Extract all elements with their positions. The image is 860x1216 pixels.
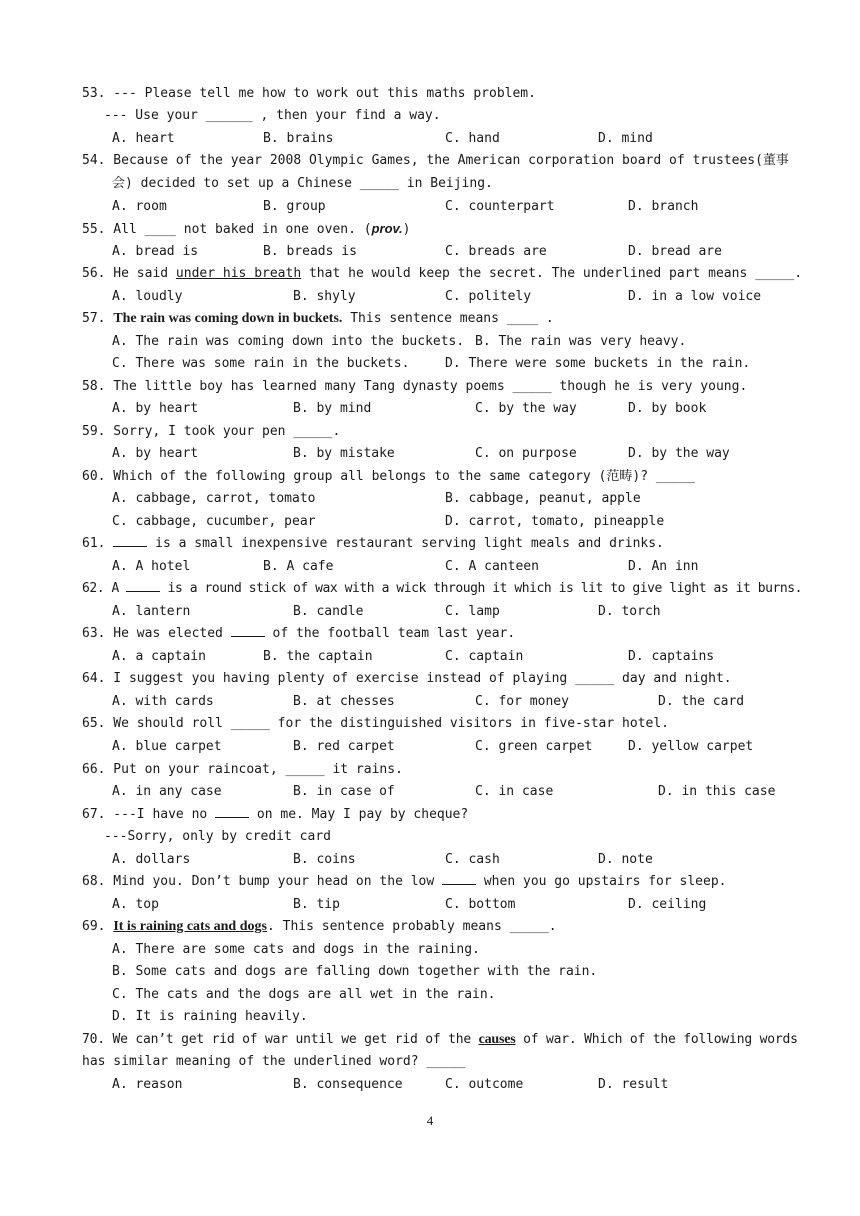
- question-69-line: [82, 917, 557, 937]
- q69-text-post: . This sentence probably means _____.: [266, 919, 557, 934]
- q69-option-c: C. The cats and the dogs are all wet in the rain.: [112, 987, 496, 1002]
- q67-option-d: D. note: [598, 852, 653, 867]
- q59-option-a: A. by heart: [112, 446, 199, 461]
- q69-option-d: D. It is raining heavily.: [112, 1009, 308, 1024]
- q55-option-d: D. bread are: [628, 244, 722, 259]
- q70-option-c: C. outcome: [445, 1077, 524, 1092]
- q64-option-b: B. at chesses: [293, 694, 395, 709]
- question-63-line: [82, 624, 515, 644]
- question-58-line: 58. The little boy has learned many Tang dynasty poems _____ though he is very young.: [82, 379, 748, 394]
- q69-bold-underlined-sentence: It is raining cats and dogs: [113, 919, 267, 934]
- q58-option-a: A. by heart: [112, 401, 199, 416]
- q61-option-d: D. An inn: [628, 559, 699, 574]
- question-68-line: [82, 872, 726, 892]
- question-67-line-1: [82, 805, 468, 825]
- q60-option-b: B. cabbage, peanut, apple: [445, 491, 641, 506]
- q64-option-d: D. the card: [658, 694, 745, 709]
- q56-option-a: A. loudly: [112, 289, 183, 304]
- q66-option-a: A. in any case: [112, 784, 222, 799]
- q60-option-a: A. cabbage, carrot, tomato: [112, 491, 316, 506]
- question-66-line: 66. Put on your raincoat, _____ it rains.: [82, 762, 403, 777]
- q61-option-c: C. A canteen: [445, 559, 539, 574]
- question-53-line-1: 53. --- Please tell me how to work out this maths problem.: [82, 86, 536, 101]
- q67-answer-blank: [215, 805, 249, 818]
- q70-option-b: B. consequence: [293, 1077, 403, 1092]
- question-55-line: [82, 219, 411, 239]
- q63-option-c: C. captain: [445, 649, 524, 664]
- q65-option-c: C. green carpet: [475, 739, 593, 754]
- q68-option-a: A. top: [112, 897, 159, 912]
- q54-option-a: A. room: [112, 199, 167, 214]
- q67-option-b: B. coins: [293, 852, 356, 867]
- question-67-line-2: ---Sorry, only by credit card: [104, 829, 331, 844]
- q57-option-b: B. The rain was very heavy.: [475, 334, 687, 349]
- q70-option-a: A. reason: [112, 1077, 183, 1092]
- q55-close-paren: ): [402, 222, 411, 237]
- q68-answer-blank: [442, 872, 476, 885]
- q54-option-d: D. branch: [628, 199, 699, 214]
- q61-option-a: A. A hotel: [112, 559, 191, 574]
- q63-answer-blank: [231, 624, 265, 637]
- q70-text-pre: 70. We can’t get rid of war until we get rid of the: [82, 1032, 479, 1047]
- q55-option-a: A. bread is: [112, 244, 199, 259]
- q56-option-c: C. politely: [445, 289, 532, 304]
- q57-text-post: This sentence means ____ .: [342, 311, 554, 326]
- page-number: 4: [426, 1113, 434, 1128]
- q61-answer-blank: [113, 534, 147, 547]
- question-61-line: [82, 534, 664, 554]
- q69-option-a: A. There are some cats and dogs in the raining.: [112, 942, 480, 957]
- q55-prov-label: prov.: [371, 221, 403, 236]
- question-59-line: 59. Sorry, I took your pen _____.: [82, 424, 341, 439]
- q67-option-c: C. cash: [445, 852, 500, 867]
- q60-option-c: C. cabbage, cucumber, pear: [112, 514, 316, 529]
- q62-option-d: D. torch: [598, 604, 661, 619]
- question-56-line: [82, 264, 802, 284]
- q61-text: is a small inexpensive restaurant serving light meals and drinks.: [147, 536, 664, 551]
- q63-option-d: D. captains: [628, 649, 715, 664]
- q56-text-post: that he would keep the secret. The underlined part means _____.: [301, 266, 803, 281]
- q56-text-pre: 56. He said: [82, 266, 176, 281]
- q57-bold-sentence: The rain was coming down in buckets.: [113, 311, 343, 326]
- question-57-line: [82, 309, 554, 329]
- q67-text-post: on me. May I pay by cheque?: [249, 807, 469, 822]
- q62-text-post: is a round stick of wax with a wick through it which is lit to give light as it burns.: [160, 581, 803, 596]
- q56-option-b: B. shyly: [293, 289, 356, 304]
- q66-option-b: B. in case of: [293, 784, 395, 799]
- question-70-line-2: has similar meaning of the underlined word? _____: [82, 1054, 466, 1069]
- question-60-line: 60. Which of the following group all belongs to the same category (范畴)? _____: [82, 469, 695, 484]
- q62-option-b: B. candle: [293, 604, 364, 619]
- q54-option-b: B. group: [263, 199, 326, 214]
- q63-option-a: A. a captain: [112, 649, 206, 664]
- q62-answer-blank: [126, 579, 160, 592]
- q53-option-d: D. mind: [598, 131, 653, 146]
- q57-number: 57.: [82, 311, 114, 326]
- q63-text-pre: 63. He was elected: [82, 626, 231, 641]
- question-65-line: 65. We should roll _____ for the distinguished visitors in five-star hotel.: [82, 716, 669, 731]
- question-53-line-2: --- Use your ______ , then your find a way.: [104, 108, 441, 123]
- q55-option-c: C. breads are: [445, 244, 547, 259]
- q55-text: 55. All ____ not baked in one oven. (: [82, 222, 372, 237]
- q61-option-b: B. A cafe: [263, 559, 334, 574]
- q60-option-d: D. carrot, tomato, pineapple: [445, 514, 665, 529]
- q59-option-d: D. by the way: [628, 446, 730, 461]
- q58-option-b: B. by mind: [293, 401, 372, 416]
- q59-option-c: C. on purpose: [475, 446, 577, 461]
- q67-option-a: A. dollars: [112, 852, 191, 867]
- q68-option-c: C. bottom: [445, 897, 516, 912]
- question-54-line-2: 会) decided to set up a Chinese _____ in Beijing.: [112, 176, 493, 191]
- q57-option-a: A. The rain was coming down into the buckets.: [112, 334, 465, 349]
- q53-option-b: B. brains: [263, 131, 334, 146]
- q57-option-d: D. There were some buckets in the rain.: [445, 356, 751, 371]
- q64-option-a: A. with cards: [112, 694, 214, 709]
- q55-option-b: B. breads is: [263, 244, 357, 259]
- q70-underlined-word: causes: [478, 1032, 516, 1047]
- q54-option-c: C. counterpart: [445, 199, 555, 214]
- q70-text-post: of war. Which of the following words: [515, 1032, 798, 1047]
- q66-option-d: D. in this case: [658, 784, 776, 799]
- q56-underlined-phrase: under his breath: [175, 266, 302, 281]
- q64-option-c: C. for money: [475, 694, 569, 709]
- q68-text-pre: 68. Mind you. Don’t bump your head on the low: [82, 874, 443, 889]
- q63-option-b: B. the captain: [263, 649, 373, 664]
- q59-option-b: B. by mistake: [293, 446, 395, 461]
- q66-option-c: C. in case: [475, 784, 554, 799]
- question-70-line-1: [82, 1030, 798, 1050]
- q68-option-d: D. ceiling: [628, 897, 707, 912]
- q70-option-d: D. result: [598, 1077, 669, 1092]
- q58-option-c: C. by the way: [475, 401, 577, 416]
- q65-option-b: B. red carpet: [293, 739, 395, 754]
- q53-option-c: C. hand: [445, 131, 500, 146]
- question-54-line-1: 54. Because of the year 2008 Olympic Games, the American corporation board of trustees(董事: [82, 153, 789, 168]
- q68-text-post: when you go upstairs for sleep.: [476, 874, 727, 889]
- q67-text-pre: 67. ---I have no: [82, 807, 216, 822]
- q63-text-post: of the football team last year.: [264, 626, 516, 641]
- q65-option-a: A. blue carpet: [112, 739, 222, 754]
- q68-option-b: B. tip: [293, 897, 340, 912]
- q62-option-a: A. lantern: [112, 604, 191, 619]
- q62-option-c: C. lamp: [445, 604, 500, 619]
- q69-number: 69.: [82, 919, 114, 934]
- question-64-line: 64. I suggest you having plenty of exercise instead of playing _____ day and night.: [82, 671, 732, 686]
- q62-text-pre: 62. A: [82, 581, 127, 596]
- q69-option-b: B. Some cats and dogs are falling down together with the rain.: [112, 964, 598, 979]
- q57-option-c: C. There was some rain in the buckets.: [112, 356, 410, 371]
- q58-option-d: D. by book: [628, 401, 707, 416]
- q56-option-d: D. in a low voice: [628, 289, 762, 304]
- question-62-line: [82, 579, 802, 599]
- q65-option-d: D. yellow carpet: [628, 739, 754, 754]
- q61-number: 61.: [82, 536, 114, 551]
- q53-option-a: A. heart: [112, 131, 175, 146]
